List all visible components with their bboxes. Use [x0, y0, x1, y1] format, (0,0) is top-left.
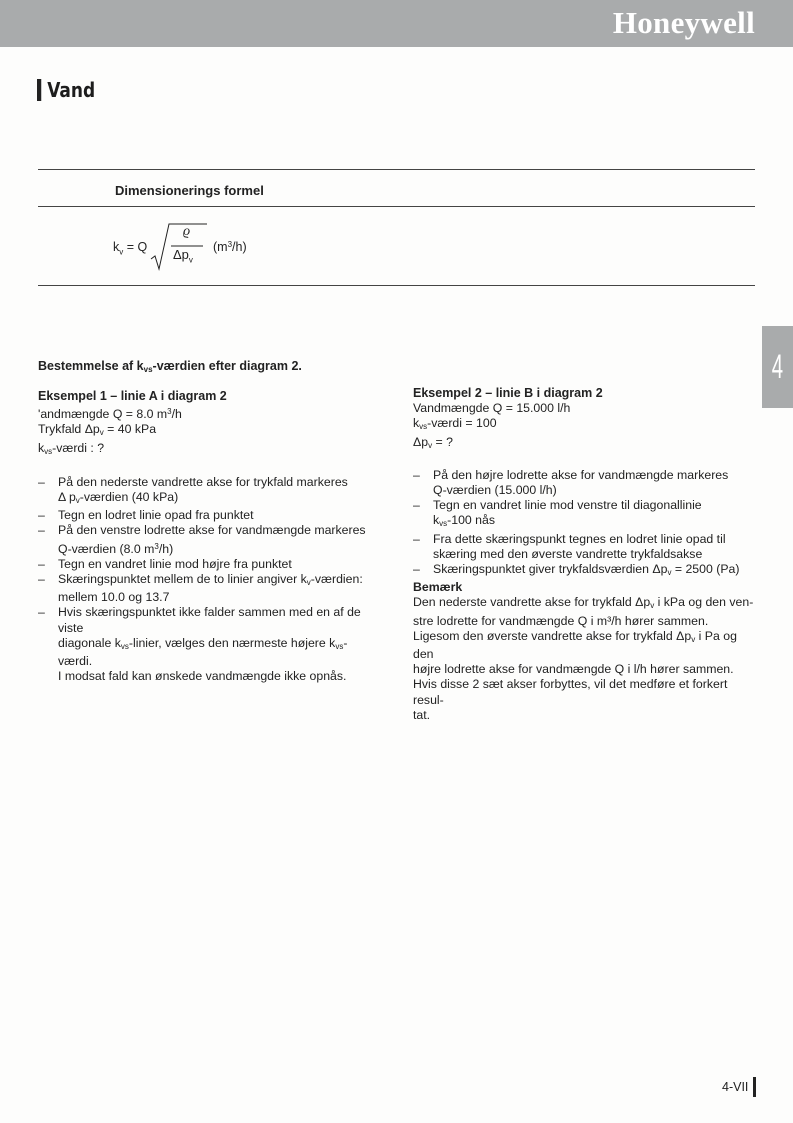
list-item: – Fra dette skæringspunkt tegnes en lodret linie opad til skæring med den øverste vandrette trykfaldsakse [413, 532, 758, 562]
chapter-tab [762, 326, 793, 408]
example-1-column [38, 389, 378, 684]
divider-rule [38, 206, 755, 207]
formula-lhs: $k_v = Q$ [113, 240, 148, 257]
example-1-steps [38, 475, 378, 685]
list-item: – Tegn en lodret linie opad fra punktet [38, 508, 378, 523]
example-1-flow: 'andmængde Q = 8.0 $m^3/h$ [38, 407, 182, 422]
note-text: Den nederste vandrette akse for trykfald $\Delta p_v$ i kPa og den ven- stre lodrette for vandmængde Q i m³/h hører sammen. Ligesom den øverste vandrette akse for trykfald $\Delta p_v$ i Pa og den højre lodrette akse for vandmængde Q i l/h hører sammen. Hvis disse 2 sæt akser forbyttes, vil det medføre et forkert resul- tat. [413, 595, 754, 722]
example-1-kvs: $k_{vs}$-værdi : ? [38, 440, 105, 456]
note-title: Bemærk [413, 580, 463, 595]
list-item: – På den nederste vandrette akse for trykfald markeres Δ $p_v$-værdien (40 kPa) [38, 475, 378, 508]
page-number-bar [753, 1077, 756, 1097]
list-item: – Hvis skæringspunktet ikke falder sammen med en af de viste diagonale $k_{vs}$-linier, vælges den nærmeste højere $k_{vs}$-værdi. I modsat fald kan ønskede vandmængde ikke opnås. [38, 605, 378, 684]
formula-numerator: ϱ [183, 224, 191, 239]
page-number: 4-VII [722, 1077, 756, 1097]
chapter-tab-label: 4 [771, 347, 784, 386]
title-marker-bar [37, 79, 41, 101]
divider-rule [38, 285, 755, 286]
example-2-title: Eksempel 2 – linie B i diagram 2 [413, 386, 603, 400]
section-title-text: Vand [47, 78, 96, 102]
list-item: – Tegn en vandret linie mod venstre til diagonallinie $k_{vs}-100$ nås [413, 498, 758, 531]
header-bar [0, 0, 793, 47]
list-item: – På den højre lodrette akse for vandmængde markeres Q-værdien (15.000 l/h) [413, 468, 758, 498]
list-item: – Tegn en vandret linie mod højre fra punktet [38, 557, 378, 572]
brand-logo: Honeywell [612, 5, 755, 40]
example-2-steps [413, 468, 758, 580]
list-item: – På den venstre lodrette akse for vandmængde markeres Q-værdien (8.0 $m^3/h$) [38, 523, 378, 556]
example-2-pressure-drop: $\Delta p_v$ = ? [413, 434, 453, 450]
list-item: – Skæringspunktet giver trykfaldsværdien $\Delta p_v = 2500$ (Pa) [413, 562, 758, 580]
formula-heading: Dimensionerings formel [115, 183, 264, 198]
formula-unit: $(m^3/h)$ [213, 240, 247, 254]
formula-denominator: $\Delta p_v$ [173, 247, 193, 265]
example-2-column [413, 386, 758, 723]
example-1-title: Eksempel 1 – linie A i diagram 2 [38, 389, 227, 403]
section-title [37, 78, 95, 102]
example-2-flow: Vandmængde Q = 15.000 l/h [413, 401, 571, 416]
example-2-kvs: $k_{vs}$-værdi = 100 [413, 416, 497, 432]
dimensioning-formula [113, 221, 313, 273]
determination-heading: Bestemmelse af $k_{vs}$-værdien efter diagram 2. [38, 359, 302, 374]
list-item: – Skæringspunktet mellem de to linier angiver $k_v$-værdien: mellem 10.0 og 13.7 [38, 572, 378, 605]
divider-rule [38, 169, 755, 170]
example-1-pressure-drop: Trykfald $\Delta p_v = 40$ kPa [38, 422, 157, 438]
